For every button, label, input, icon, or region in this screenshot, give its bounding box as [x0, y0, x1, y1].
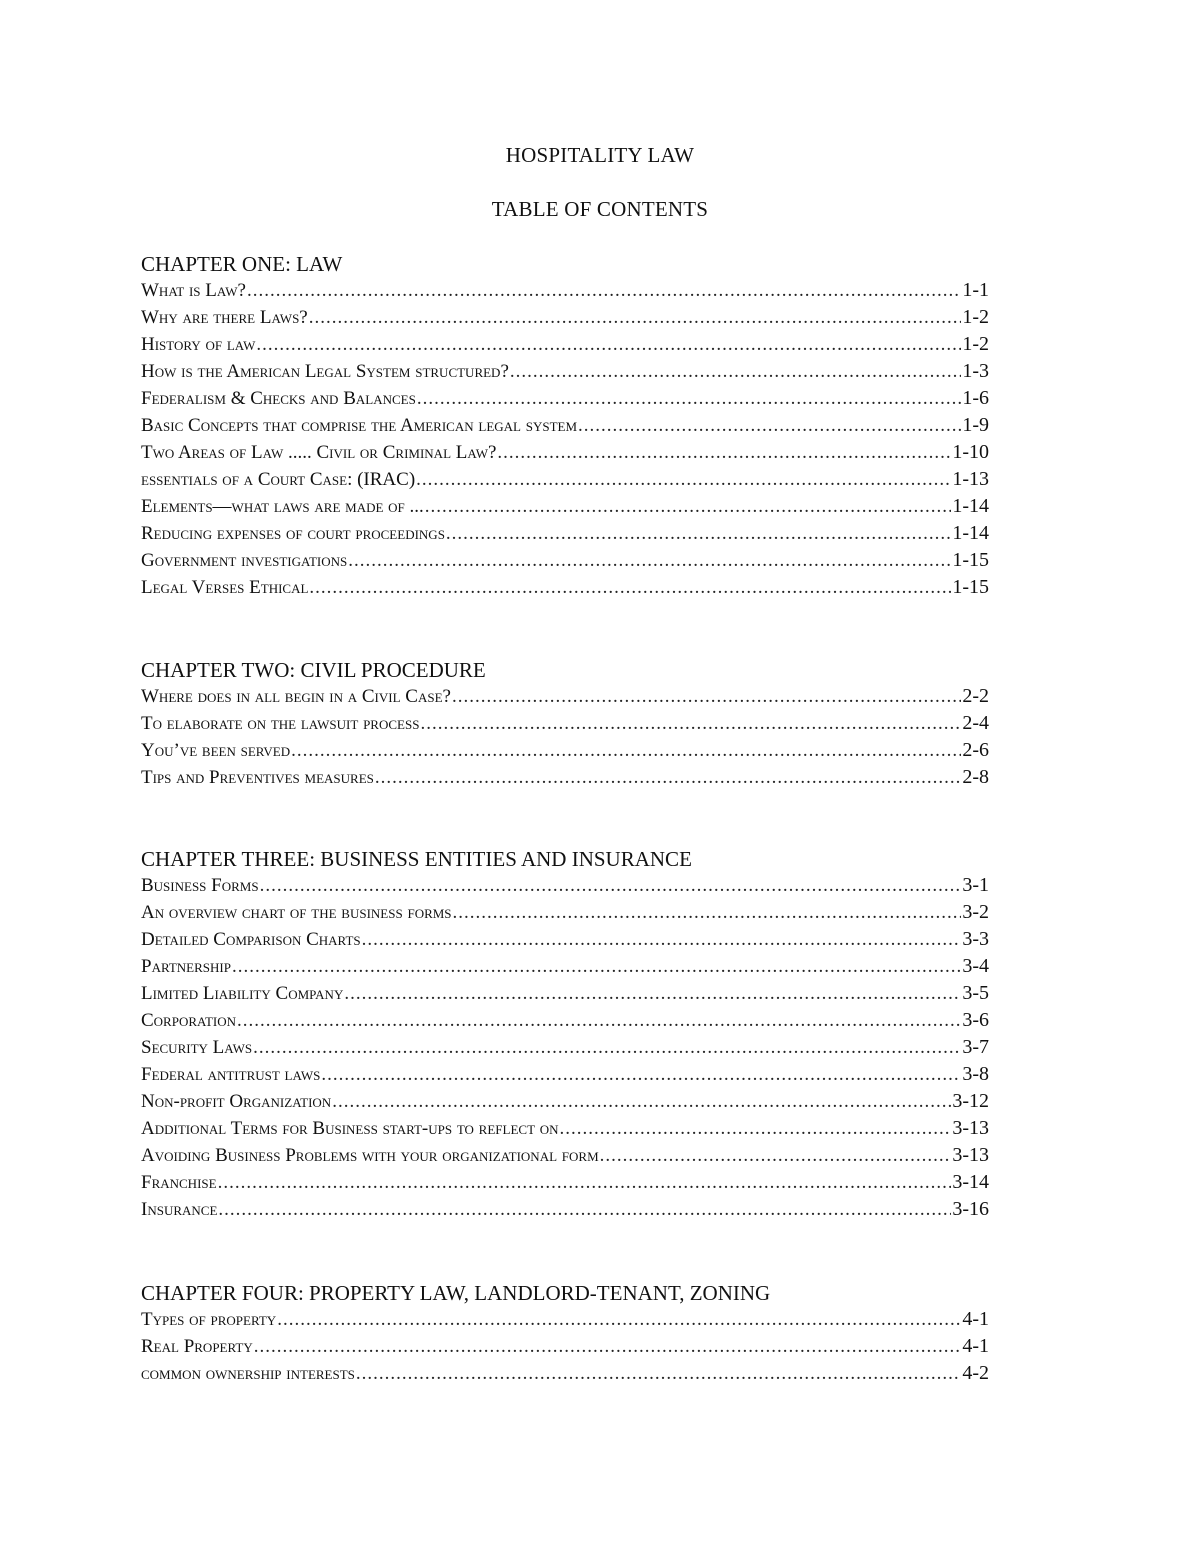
dot-leader	[348, 547, 951, 574]
toc-entry-title: Real Property	[141, 1336, 253, 1357]
toc-entry	[141, 764, 989, 791]
toc-entry-page-number: 3-8	[962, 1063, 989, 1085]
toc-entry-page-number: 3-7	[962, 1036, 989, 1058]
toc-entry	[141, 1333, 989, 1360]
chapter-heading: CHAPTER ONE: LAW	[141, 252, 343, 276]
dot-leader	[321, 1061, 961, 1088]
toc-entry-page-number: 1-2	[962, 333, 989, 355]
toc-entry	[141, 277, 989, 304]
toc-entry	[141, 466, 989, 493]
document-title: HOSPITALITY LAW	[505, 143, 695, 167]
toc-entry	[141, 358, 989, 385]
dot-leader	[332, 1088, 951, 1115]
toc-entry-title: What is Law?	[141, 280, 246, 301]
dot-leader	[254, 1333, 962, 1360]
toc-entry-page-number: 1-15	[952, 549, 989, 571]
toc-entry-title: Franchise	[141, 1172, 217, 1193]
toc-entry	[141, 1061, 989, 1088]
dot-leader	[497, 439, 951, 466]
toc-entry-title: Corporation	[141, 1010, 237, 1031]
toc-entry-page-number: 1-14	[952, 495, 989, 517]
toc-entry-page-number: 3-2	[962, 901, 989, 923]
dot-leader	[218, 1196, 951, 1223]
toc-entry-title: Detailed Comparison Charts	[141, 929, 361, 950]
chapter-four-block	[141, 1280, 989, 1387]
toc-entry	[141, 493, 989, 520]
toc-entry-page-number: 1-13	[952, 468, 989, 490]
dot-leader	[362, 926, 962, 953]
toc-entry-page-number: 3-4	[962, 955, 989, 977]
dot-leader	[425, 493, 952, 520]
toc-entry-title: Why are there Laws?	[141, 307, 308, 328]
toc-entry-title: Federalism & Checks and Balances	[141, 388, 416, 409]
toc-entry-page-number: 1-9	[962, 414, 989, 436]
toc-entry	[141, 926, 989, 953]
dot-leader	[416, 466, 951, 493]
toc-entry-title: essentials of a Court Case: (IRAC)	[141, 469, 416, 490]
toc-entry-title: History of law	[141, 334, 256, 355]
dot-leader	[277, 1306, 961, 1333]
toc-entry-page-number: 3-1	[962, 874, 989, 896]
chapter-heading: CHAPTER THREE: BUSINESS ENTITIES AND INSURANCE	[141, 847, 692, 871]
dot-leader	[356, 1360, 961, 1387]
toc-entry-page-number: 1-14	[952, 522, 989, 544]
toc-entry	[141, 1360, 989, 1387]
dot-leader	[260, 872, 962, 899]
toc-entry	[141, 439, 989, 466]
toc-entry-page-number: 4-1	[962, 1308, 989, 1330]
toc-entry-page-number: 3-13	[952, 1117, 989, 1139]
dot-leader	[247, 277, 961, 304]
dot-leader	[578, 412, 961, 439]
toc-entry	[141, 953, 989, 980]
toc-entry-page-number: 1-15	[952, 576, 989, 598]
toc-entry	[141, 1306, 989, 1333]
chapter-heading: CHAPTER FOUR: PROPERTY LAW, LANDLORD-TENANT, ZONING	[141, 1281, 771, 1305]
toc-entry-title: Federal antitrust laws	[141, 1064, 321, 1085]
toc-entry-page-number: 1-6	[962, 387, 989, 409]
toc-entry-title: Non-profit Organization	[141, 1091, 332, 1112]
toc-entry-title: common ownership interests	[141, 1363, 355, 1384]
toc-entry-title: Additional Terms for Business start-ups to reflect on	[141, 1118, 559, 1139]
toc-entry-page-number: 2-4	[962, 712, 989, 734]
toc-entry-title: Reducing expenses of court proceedings	[141, 523, 445, 544]
dot-leader	[218, 1169, 952, 1196]
toc-entry-title: Two Areas of Law ..... Civil or Criminal Law?	[141, 442, 497, 463]
dot-leader	[232, 953, 961, 980]
toc-entry-page-number: 2-2	[962, 685, 989, 707]
toc-entry-page-number: 3-13	[952, 1144, 989, 1166]
dot-leader	[510, 358, 961, 385]
chapter-two-block	[141, 657, 989, 791]
dot-leader	[309, 304, 962, 331]
toc-entry-page-number: 1-10	[952, 441, 989, 463]
toc-entry-page-number: 3-14	[952, 1171, 989, 1193]
toc-heading: TABLE OF CONTENTS	[491, 197, 709, 221]
toc-entry	[141, 520, 989, 547]
chapter-three-block	[141, 846, 989, 1223]
toc-entry-title: Business Forms	[141, 875, 259, 896]
toc-entry-page-number: 3-5	[962, 982, 989, 1004]
toc-entry-title: You’ve been served	[141, 740, 291, 761]
toc-entry-title: Government investigations	[141, 550, 348, 571]
dot-leader	[253, 1034, 961, 1061]
toc-entry	[141, 331, 989, 358]
toc-entry-page-number: 4-1	[962, 1335, 989, 1357]
toc-entry-title: Basic Concepts that comprise the American legal system	[141, 415, 578, 436]
toc-entry-title: Partnership	[141, 956, 231, 977]
toc-entry	[141, 1088, 989, 1115]
dot-leader	[600, 1142, 952, 1169]
toc-entry	[141, 683, 989, 710]
dot-leader	[446, 520, 951, 547]
dot-leader	[375, 764, 961, 791]
toc-entry-page-number: 3-3	[962, 928, 989, 950]
toc-entry-title: How is the American Legal System structured?	[141, 361, 509, 382]
toc-entry-page-number: 1-3	[962, 360, 989, 382]
toc-entry-title: Elements—what laws are made of ...	[141, 496, 424, 517]
toc-entry-title: Tips and Preventives measures	[141, 767, 374, 788]
chapter-one-block	[141, 251, 989, 601]
toc-entry	[141, 412, 989, 439]
toc-entry-title: To elaborate on the lawsuit process	[141, 713, 420, 734]
toc-entry-title: Limited Liability Company	[141, 983, 344, 1004]
toc-entry	[141, 1142, 989, 1169]
toc-entry	[141, 737, 989, 764]
toc-entry-page-number: 3-6	[962, 1009, 989, 1031]
toc-entry-title: Legal Verses Ethical	[141, 577, 309, 598]
toc-entry	[141, 574, 989, 601]
toc-entry-page-number: 2-6	[962, 739, 989, 761]
toc-entry	[141, 872, 989, 899]
dot-leader	[417, 385, 962, 412]
chapter-heading: CHAPTER TWO: CIVIL PROCEDURE	[141, 658, 486, 682]
toc-entry-page-number: 4-2	[962, 1362, 989, 1384]
toc-entry-title: Where does in all begin in a Civil Case?	[141, 686, 451, 707]
dot-leader	[453, 899, 962, 926]
toc-entry-page-number: 3-12	[952, 1090, 989, 1112]
dot-leader	[291, 737, 961, 764]
dot-leader	[420, 710, 961, 737]
toc-entry	[141, 899, 989, 926]
toc-entry	[141, 1007, 989, 1034]
toc-entry	[141, 385, 989, 412]
toc-entry	[141, 1115, 989, 1142]
toc-entry-title: Avoiding Business Problems with your organizational form	[141, 1145, 599, 1166]
toc-entry-page-number: 2-8	[962, 766, 989, 788]
toc-entry-page-number: 1-1	[962, 279, 989, 301]
dot-leader	[309, 574, 951, 601]
toc-entry	[141, 547, 989, 574]
toc-entry	[141, 1196, 989, 1223]
dot-leader	[237, 1007, 961, 1034]
toc-entry	[141, 710, 989, 737]
toc-entry	[141, 1034, 989, 1061]
dot-leader	[344, 980, 961, 1007]
dot-leader	[256, 331, 961, 358]
toc-entry-page-number: 1-2	[962, 306, 989, 328]
toc-entry	[141, 980, 989, 1007]
toc-entry-title: Types of property	[141, 1309, 277, 1330]
toc-entry	[141, 304, 989, 331]
dot-leader	[452, 683, 961, 710]
toc-entry	[141, 1169, 989, 1196]
toc-entry-title: Insurance	[141, 1199, 218, 1220]
toc-entry-title: Security Laws	[141, 1037, 253, 1058]
toc-entry-page-number: 3-16	[952, 1198, 989, 1220]
toc-entry-title: An overview chart of the business forms	[141, 902, 452, 923]
dot-leader	[560, 1115, 952, 1142]
